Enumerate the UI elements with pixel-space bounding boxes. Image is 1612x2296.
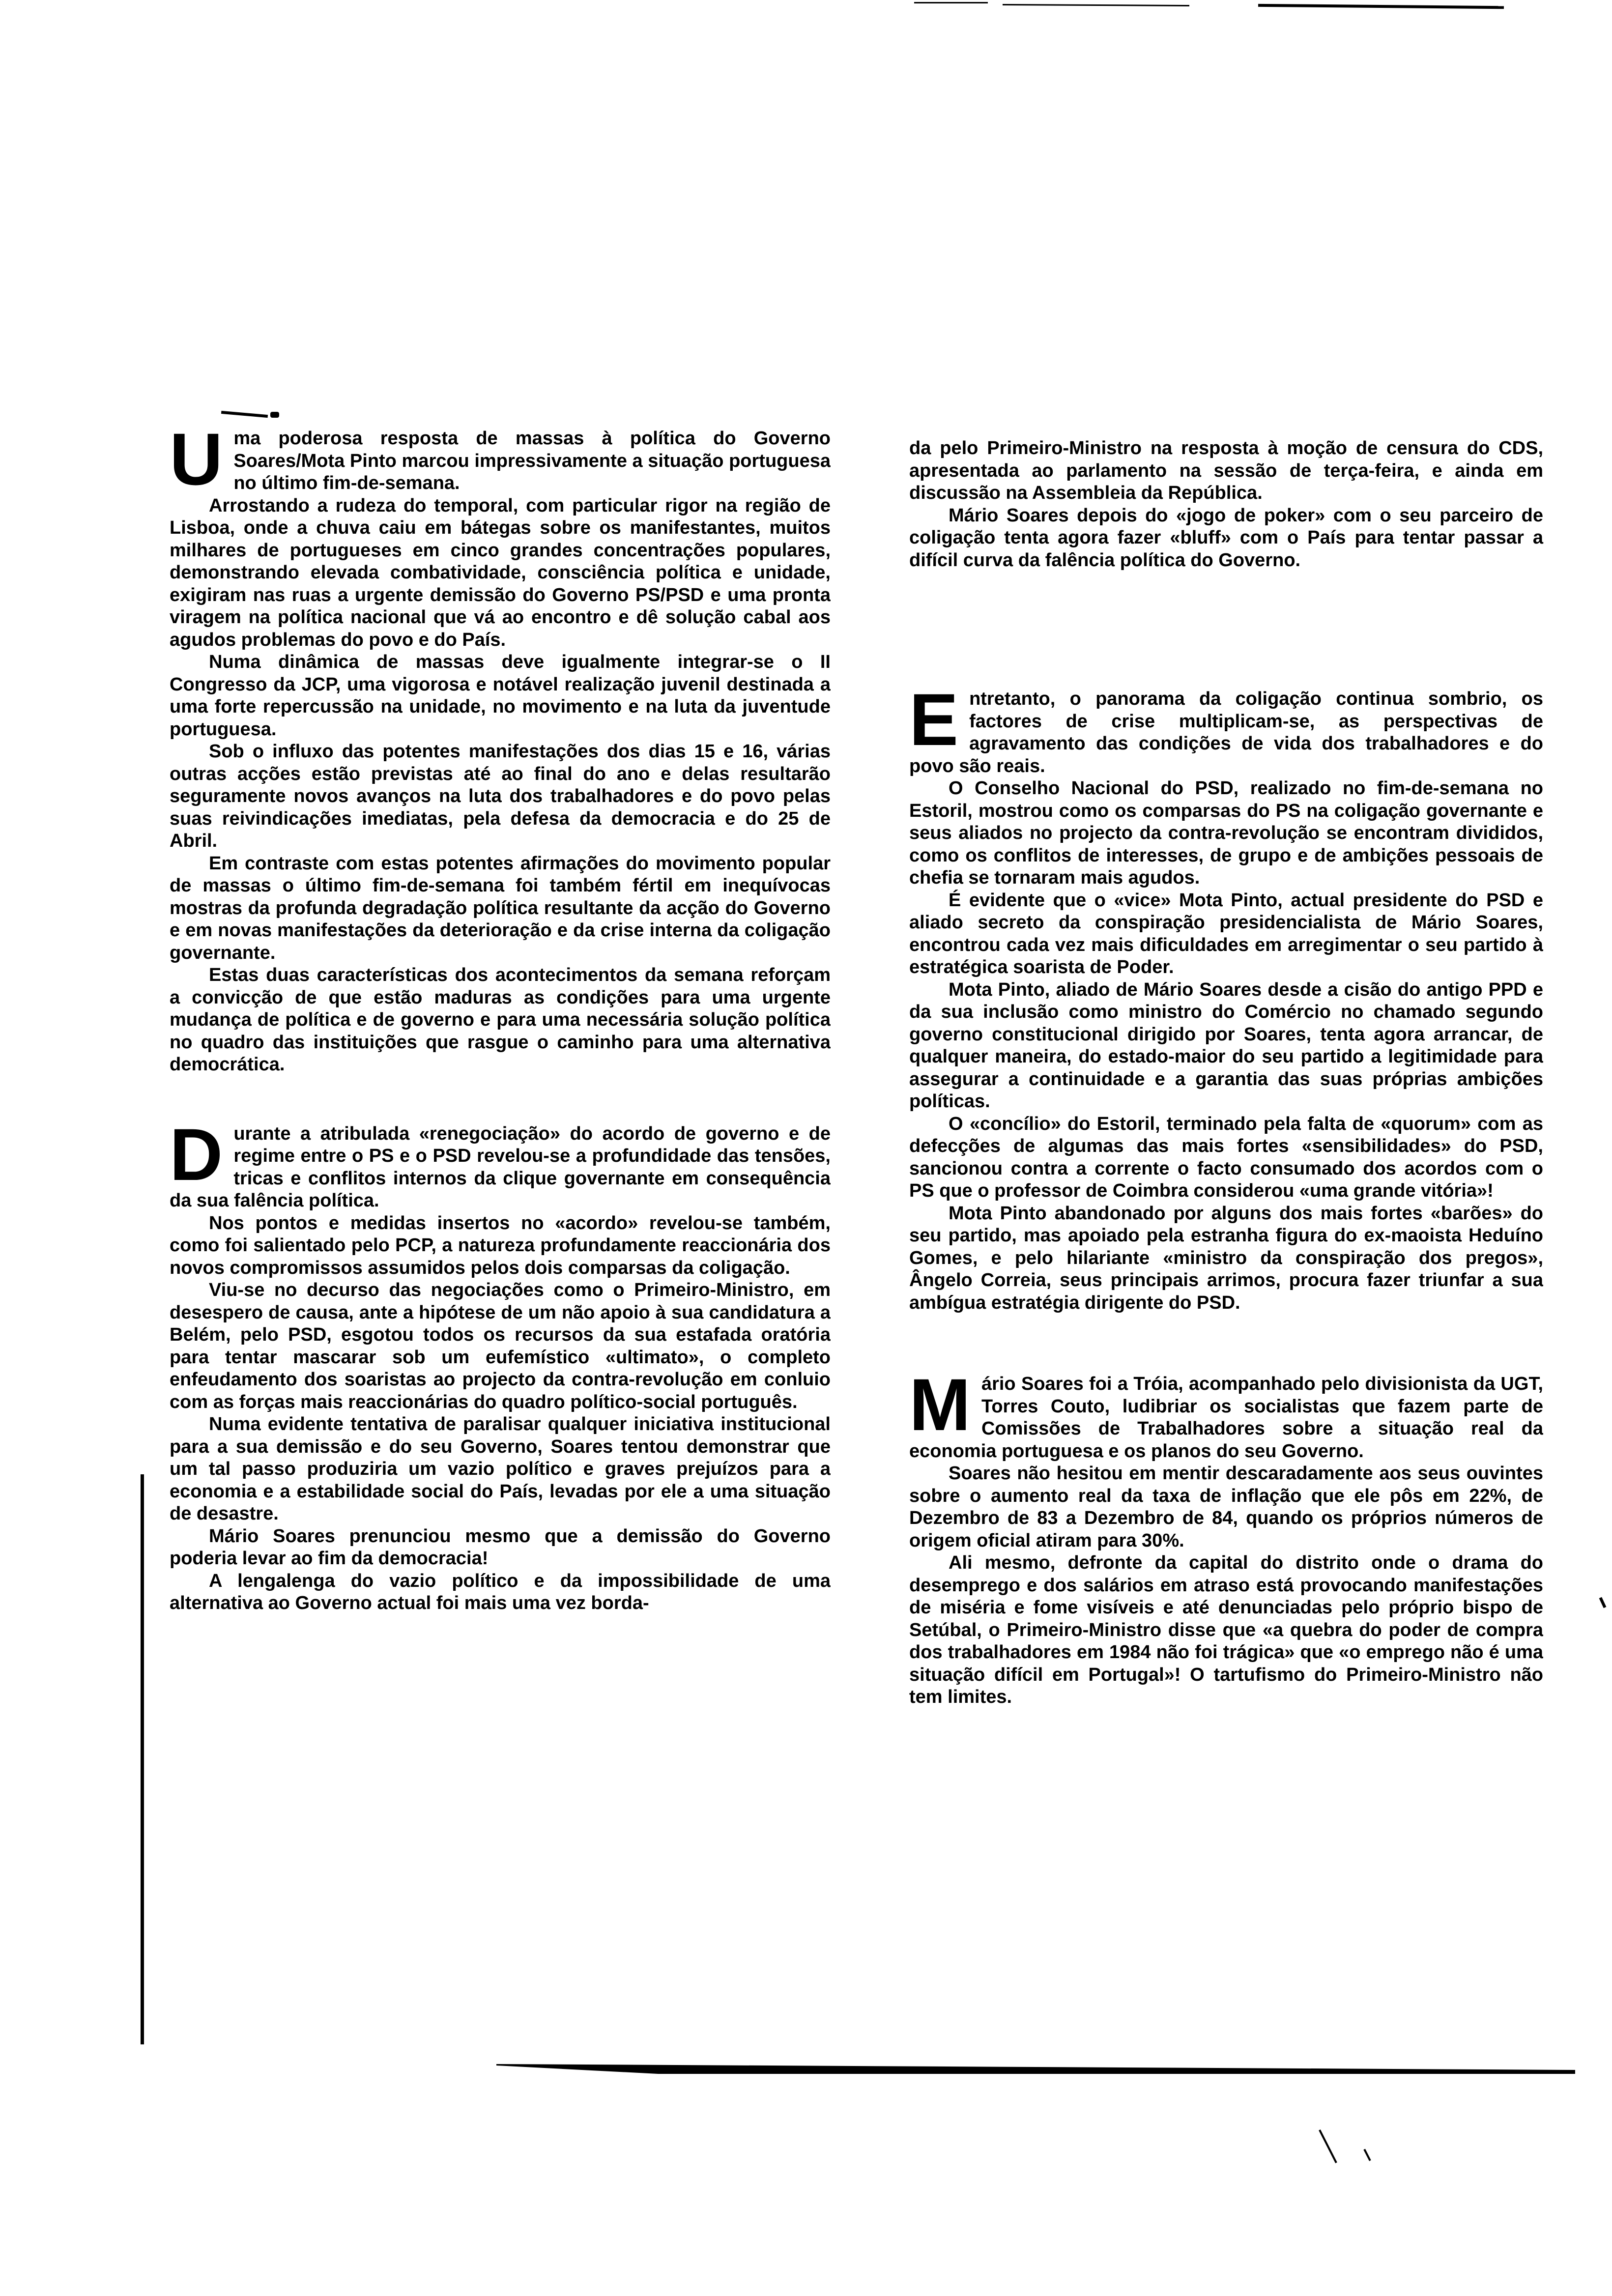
paragraph: Mota Pinto abandonado por alguns dos mais fortes «barões» do seu partido, mas apoiado pela estranha figura do ex-maoista Heduíno Gomes, e pelo hilariante «ministro da conspiração dos pregos», Ângelo Correia, seus principais arrimos, procura fazer triunfar a sua ambígua estratégia dirigente do PSD. xyxy=(909,1203,1543,1313)
article-right-column-continuation xyxy=(909,437,1543,572)
dropcap: M xyxy=(909,1373,971,1446)
section-e xyxy=(909,688,1543,1314)
scan-artifact-top-line xyxy=(1258,4,1504,9)
section-u xyxy=(170,428,831,1076)
pen-stroke-mark xyxy=(1363,2149,1371,2161)
paragraph: Mário Soares prenunciou mesmo que a demissão do Governo poderia levar ao fim da democracia! xyxy=(170,1525,831,1569)
paragraph: da pelo Primeiro-Ministro na resposta à moção de censura do CDS, apresentada ao parlamento na sessão de terça-feira, e ainda em discussão na Assembleia da República. xyxy=(909,438,1543,503)
paragraph: Ali mesmo, defronte da capital do distrito onde o drama do desemprego e dos salários em atraso está provocando manifestações de miséria e fome visíveis e até denunciadas pelo próprio bispo de Setúbal, o Primeiro-Ministro disse que «a quebra do poder de compra dos trabalhadores em 1984 não foi trágica» que «o emprego não é uma situação difícil em Portugal»! O tartufismo do Primeiro-Ministro não tem limites. xyxy=(909,1552,1543,1707)
dropcap: E xyxy=(909,688,959,761)
section-d xyxy=(170,1123,831,1615)
paragraph: Viu-se no decurso das negociações como o Primeiro-Ministro, em desespero de causa, ante a hipótese de um não apoio à sua candidatura a Belém, pelo PSD, esgotou todos os recursos da sua estafada oratória para tentar mascarar sob um eufemístico «ultimato», o completo enfeudamento dos soaristas ao projecto da contra-revolução em conluio com as forças mais reaccionárias do quadro político-social português. xyxy=(170,1280,831,1412)
paragraph: Soares não hesitou em mentir descaradamente aos seus ouvintes sobre o aumento real da taxa de inflação que ele pôs em 22%, de Dezembro de 83 a Dezembro de 84, quando os próprios números de origem oficial atiram para 30%. xyxy=(909,1463,1543,1551)
paragraph: ntretanto, o panorama da coligação continua sombrio, os factores de crise multiplicam-se, as perspectivas de agravamento das condições de vida dos trabalhadores e do povo são reais. xyxy=(909,689,1543,776)
paragraph: Arrostando a rudeza do temporal, com particular rigor na região de Lisboa, onde a chuva caiu em bátegas sobre os manifestantes, muitos milhares de portugueses em cinco grandes concentrações populares, demonstrando elevada combatividade, consciência política e unidade, exigiram nas ruas a urgente demissão do Governo PS/PSD e uma pronta viragem na política nacional que vá ao encontro e dê solução cabal aos agudos problemas do povo e do País. xyxy=(170,495,831,650)
dropcap: D xyxy=(170,1122,223,1196)
page-edge-line xyxy=(141,1474,144,2044)
section-m xyxy=(909,1373,1543,1709)
scan-artifact-mark xyxy=(1599,1597,1607,1608)
paragraph: Numa evidente tentativa de paralisar qualquer iniciativa institucional para a sua demissão e do seu Governo, Soares tentou demonstrar que um tal passo produziria um vazio político e graves prejuízos para a economia e a estabilidade social do País, levadas por ele a uma situação de desastre. xyxy=(170,1414,831,1524)
pen-stroke-mark xyxy=(1319,2129,1337,2163)
paragraph: A lengalenga do vazio político e da impossibilidade de uma alternativa ao Governo actual foi mais uma vez borda- xyxy=(170,1570,831,1613)
paragraph: Numa dinâmica de massas deve igualmente integrar-se o II Congresso da JCP, uma vigorosa e notável realização juvenil destinada a uma forte repercussão na unidade, no movimento e na luta da juventude portuguesa. xyxy=(170,652,831,740)
paragraph: Mário Soares depois do «jogo de poker» com o seu parceiro de coligação tenta agora fazer «bluff» com o País para tentar passar a difícil curva da falência política do Governo. xyxy=(909,505,1543,571)
scan-artifact-mark xyxy=(221,411,268,418)
paragraph: Sob o influxo das potentes manifestações dos dias 15 e 16, várias outras acções estão previstas até ao final do ano e delas resultarão seguramente novos avanços na luta dos trabalhadores e do povo pelas suas reivindicações imediatas, pela defesa da democracia e do 25 de Abril. xyxy=(170,741,831,851)
scan-artifact-mark xyxy=(270,412,279,418)
paragraph: Em contraste com estas potentes afirmações do movimento popular de massas o último fim-de-semana foi também fértil em inequívocas mostras da profunda degradação política resultante da acção do Governo e em novas manifestações da deterioração e da crise interna da coligação governante. xyxy=(170,853,831,963)
scan-artifact-top-line xyxy=(914,2,988,3)
paragraph: urante a atribulada «renegociação» do acordo de governo e de regime entre o PS e o PSD revelou-se a profundidade das tensões, tricas e conflitos internos da clique governante em consequência da sua falência política. xyxy=(170,1123,831,1211)
paragraph: O «concílio» do Estoril, terminado pela falta de «quorum» com as defecções de algumas das mais fortes «sensibilidades» do PSD, sancionou contra a corrente o facto consumado dos acordos com o PS que o professor de Coimbra considerou «uma grande vitória»! xyxy=(909,1113,1543,1201)
paragraph: É evidente que o «vice» Mota Pinto, actual presidente do PSD e aliado secreto da conspiração presidencialista de Mário Soares, encontrou cada vez mais dificuldades em arregimentar o seu partido à estratégica soarista de Poder. xyxy=(909,890,1543,977)
bottom-rule xyxy=(496,2064,1575,2074)
article-right-column xyxy=(909,688,1543,1709)
paragraph: Mota Pinto, aliado de Mário Soares desde a cisão do antigo PPD e da sua inclusão como ministro do Comércio no chamado segundo governo constitucional dirigido por Soares, tenta agora arrancar, de qualquer maneira, do estado-maior do seu partido a legitimidade para assegurar a continuidade e a garantia das suas próprias ambições políticas. xyxy=(909,979,1543,1112)
scan-artifact-top-line xyxy=(1003,4,1189,6)
paragraph: ma poderosa resposta de massas à política do Governo Soares/Mota Pinto marcou impressivamente a situação portuguesa no último fim-de-semana. xyxy=(233,428,831,493)
paragraph: Estas duas características dos acontecimentos da semana reforçam a convicção de que estão maduras as condições para uma urgente mudança de política e de governo e para uma necessária solução política no quadro das instituições que rasgue o caminho para uma alternativa democrática. xyxy=(170,965,831,1075)
paragraph: O Conselho Nacional do PSD, realizado no fim-de-semana no Estoril, mostrou como os comparsas do PS na coligação governante e seus aliados no projecto da contra-revolução se encontram divididos, como os conflitos de interesses, de grupo e de ambições pessoais de chefia se tornaram mais agudos. xyxy=(909,778,1543,888)
article-left-column xyxy=(170,428,831,1615)
paragraph: Nos pontos e medidas insertos no «acordo» revelou-se também, como foi salientado pelo PCP, a natureza profundamente reaccionária dos novos compromissos assumidos pelos dois comparsas da coligação. xyxy=(170,1212,831,1278)
paragraph: ário Soares foi a Tróia, acompanhado pelo divisionista da UGT, Torres Couto, ludibriar os socialistas que fazem parte de Comissões de Trabalhadores sobre a situação real da economia portuguesa e os planos do seu Governo. xyxy=(909,1374,1543,1462)
dropcap: U xyxy=(170,428,223,500)
